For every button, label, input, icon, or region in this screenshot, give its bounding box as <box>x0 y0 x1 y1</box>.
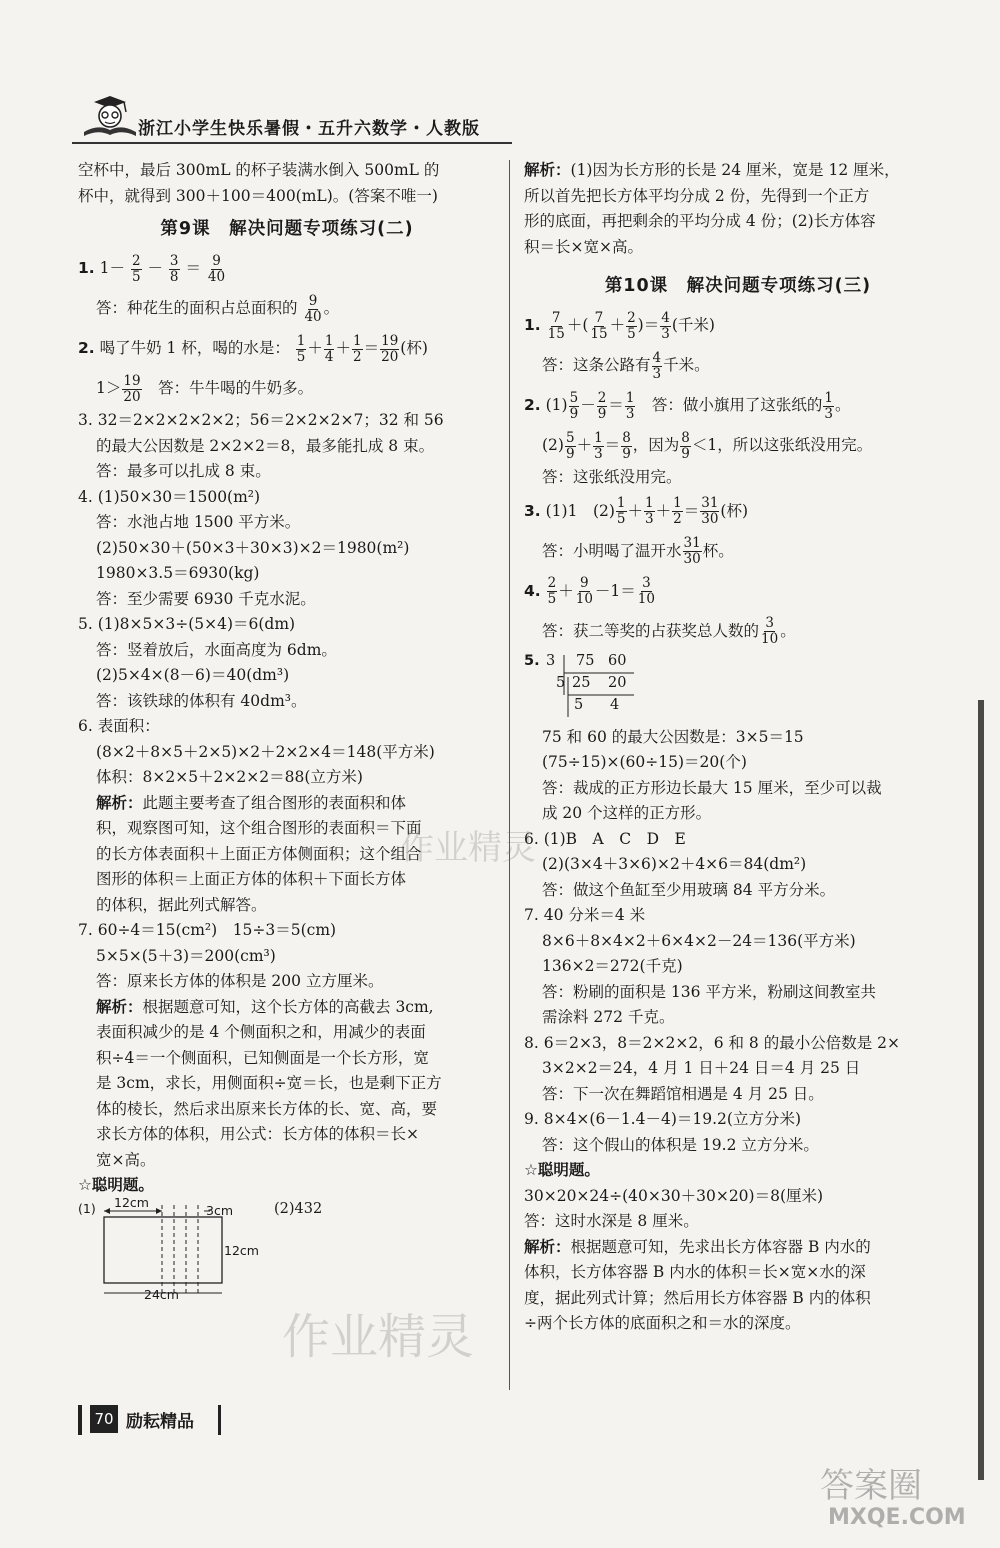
numerator: 4 <box>661 309 670 326</box>
explanation-line: 体积，长方体容器 B 内水的体积＝长×宽×水的深 <box>524 1263 866 1281</box>
denominator: 5 <box>547 591 557 607</box>
question-1: 1. $\frac{7}{15}$ ＋( $\frac{7}{15}$ ＋ $\frac{2}{5}$ )＝ $\frac{4}{3}$ (千米) <box>524 309 715 342</box>
question-4-line: 答：水池占地 1500 平方米。 <box>96 513 301 531</box>
mascot-logo-icon <box>80 94 136 138</box>
denominator: 10 <box>761 631 779 647</box>
answer-2 <box>78 368 496 408</box>
explanation-line <box>524 1235 952 1261</box>
denominator: 2 <box>673 511 682 527</box>
page-header <box>72 88 932 150</box>
question-5-line: 答：竖着放后，水面高度为 6dm。 <box>96 640 337 659</box>
question-4-line: 1980×3.5＝6930(kg) <box>96 564 260 582</box>
numerator: 5 <box>569 389 579 406</box>
fraction <box>621 431 632 462</box>
explanation-line: 宽×高。 <box>96 1150 156 1169</box>
answer-end: 。 <box>323 299 340 317</box>
fraction <box>303 294 322 325</box>
explanation-line: 的长方体表面积＋上面正方体侧面积；这个组合 <box>96 844 422 863</box>
numerator: 1 <box>324 332 334 349</box>
quotient: 25 <box>572 674 591 691</box>
answer-text: 答：牛牛喝的牛奶多。 <box>142 379 314 397</box>
column-divider <box>509 160 510 1390</box>
footer-bar <box>78 1405 82 1435</box>
lesson-9-title: 第9课 解决问题专项练习(二) <box>160 219 414 239</box>
short-division-table <box>524 651 952 725</box>
numerator: 9 <box>308 292 318 309</box>
question-6-line: 6. 表面积： <box>78 717 160 735</box>
numerator: 9 <box>580 575 589 591</box>
numerator: 2 <box>131 252 141 269</box>
numerator: 3 <box>765 615 774 631</box>
header-rule <box>72 142 512 144</box>
question-7-line: 8×6＋8×4×2＋6×4×2－24＝136(平方米) <box>542 931 856 950</box>
question-6-line: (2)(3×4＋3×6)×2＋4×6＝84(dm²) <box>542 855 807 873</box>
explanation-label: 解析： <box>96 793 143 812</box>
part-label: (1)1 (2) <box>545 501 615 520</box>
answer-text: 答：做小旗用了这张纸的 <box>636 396 823 414</box>
explanation-line: 表面积减少的是 4 个侧面积之和，用减少的表面 <box>96 1023 426 1041</box>
answer-text: 答：小明喝了温开水 <box>542 541 682 560</box>
numerator: 3 <box>169 252 179 269</box>
numerator: 8 <box>622 429 631 446</box>
denominator: 3 <box>594 445 603 462</box>
left-column <box>78 158 496 1309</box>
fraction <box>131 254 142 285</box>
explanation-label: 解析： <box>524 1237 571 1256</box>
part-label: (1) <box>545 396 568 414</box>
width-label: 12cm <box>114 1194 149 1210</box>
fraction <box>760 616 779 647</box>
numerator: 2 <box>547 575 557 591</box>
dividend: 60 <box>608 652 627 669</box>
quotient: 20 <box>608 674 627 691</box>
explanation-line <box>524 158 952 184</box>
question-5-line: (2)5×4×(8－6)＝40(dm³) <box>96 666 290 684</box>
question-number: 1. <box>78 259 95 277</box>
question-4: 4. $\frac{2}{5}$ ＋ $\frac{9}{10}$ －1＝ $\frac{3}{10}$ <box>524 575 655 607</box>
numerator: 31 <box>683 535 701 551</box>
question-6-line: 6. (1)B A C D E <box>524 829 686 848</box>
question-5-line: (75÷15)×(60÷15)＝20(个) <box>542 753 747 771</box>
numerator: 1 <box>824 389 834 406</box>
explanation-line: ÷两个长方体的底面积之和＝水的深度。 <box>524 1314 801 1332</box>
fraction <box>823 391 834 422</box>
explanation-line: 图形的体积＝上面正方体的体积＋下面长方体 <box>96 870 407 888</box>
answer-text: 答：获二等奖的占获奖总人数的 <box>542 621 760 640</box>
denominator: 9 <box>597 405 607 422</box>
expr-text: 1＞ <box>96 379 122 397</box>
fraction <box>352 334 363 365</box>
denominator: 3 <box>661 325 670 342</box>
question-3-line: 3. 32＝2×2×2×2×2；56＝2×2×2×7；32 和 56 <box>78 411 444 429</box>
denominator: 3 <box>824 405 834 422</box>
smart-line: 30×20×24÷(40×30＋30×20)＝8(厘米) <box>524 1186 824 1205</box>
question-4-line: 4. (1)50×30＝1500(m²) <box>78 487 261 506</box>
explanation-line: 体的棱长，然后求出原来长方体的长、宽、高，要 <box>96 1099 438 1118</box>
explanation-line <box>78 995 496 1021</box>
denominator: 20 <box>123 388 141 405</box>
fraction <box>683 536 702 567</box>
fraction <box>652 351 663 382</box>
question-number: 2. <box>78 339 95 357</box>
watermark-logo: 答案圈 <box>820 1466 922 1506</box>
dividend: 75 <box>576 652 595 669</box>
length-label: 24cm <box>144 1286 179 1302</box>
question-6-line: (8×2＋8×5＋2×5)×2＋2×2×4＝148(平方米) <box>96 742 435 761</box>
intro-line: 空杯中，最后 300mL 的杯子装满水倒入 500mL 的 <box>78 161 440 179</box>
denominator: 30 <box>683 551 701 567</box>
explanation-text: (1)因为长方形的长是 24 厘米，宽是 12 厘米， <box>570 161 900 179</box>
denominator: 40 <box>304 308 322 325</box>
numerator: 7 <box>594 309 604 326</box>
question-7-line: 7. 40 分米＝4 米 <box>524 906 646 924</box>
question-5-line: 75 和 60 的最大公因数是：3×5＝15 <box>542 727 804 746</box>
denominator: 15 <box>590 325 608 342</box>
fraction <box>324 334 335 365</box>
question-8-line: 3×2×2＝24，4 月 1 日＋24 日＝4 月 25 日 <box>542 1059 861 1077</box>
numerator: 1 <box>625 389 635 406</box>
answer-text: 答：这条公路有 <box>542 356 651 374</box>
divisor: 3 <box>546 652 556 669</box>
question-2: 2. 喝了牛奶 1 杯，喝的水是： $\frac{1}{5}$ ＋ $\frac{1}{4}$ ＋ $\frac{1}{2}$ ＝ $\frac{19}{20}$ (杯) <box>78 332 428 365</box>
denominator: 10 <box>637 591 655 607</box>
lesson-10-title: 第10课 解决问题专项练习(三) <box>604 276 872 296</box>
fraction <box>672 496 683 527</box>
smart-question-heading: ☆聪明题。 <box>78 1176 154 1194</box>
numerator: 1 <box>353 332 362 349</box>
denominator: 3 <box>625 405 635 422</box>
answer-end: 。 <box>835 396 851 414</box>
denominator: 40 <box>207 268 226 285</box>
fraction <box>122 374 141 405</box>
part-2-answer: (2)432 <box>274 1200 323 1217</box>
numerator: 5 <box>565 429 575 446</box>
numerator: 1 <box>296 332 306 349</box>
fraction <box>616 496 627 527</box>
question-7-line: 需涂料 272 千克。 <box>542 1008 675 1026</box>
explanation-text: 根据题意可知，这个长方体的高截去 3cm, <box>142 997 434 1016</box>
answer-1 <box>78 288 496 328</box>
height-label: 12cm <box>224 1242 259 1258</box>
quotient: 4 <box>610 696 620 713</box>
intro-line: 杯中，就得到 300＋100＝400(mL)。(答案不唯一) <box>78 186 438 205</box>
explanation-text: 根据题意可知，先求出长方体容器 B 内水的 <box>570 1237 871 1256</box>
explanation-line <box>78 791 496 817</box>
answer-2: 答：这张纸没用完。 <box>542 468 682 486</box>
explanation-line: 是 3cm，求长，用侧面积÷宽＝长，也是剩下正方 <box>96 1074 442 1092</box>
numerator: 2 <box>597 389 607 406</box>
numerator: 7 <box>551 309 561 326</box>
smart-line: 答：这时水深是 8 厘米。 <box>524 1212 699 1230</box>
denominator: 10 <box>575 591 593 607</box>
part-label: (1) <box>78 1200 96 1216</box>
fraction <box>547 311 566 342</box>
question-6-line: 答：做这个鱼缸至少用玻璃 84 平方分米。 <box>542 880 836 899</box>
fraction <box>565 431 576 462</box>
divisor: 5 <box>556 674 566 691</box>
unit: (杯) <box>720 501 749 520</box>
right-column <box>524 158 952 1337</box>
explanation-line: 所以首先把长方体平均分成 2 份，先得到一个正方 <box>524 186 870 205</box>
denominator: 9 <box>681 445 690 462</box>
answer-end: 千米。 <box>663 356 710 374</box>
numerator: 31 <box>701 495 719 511</box>
answer-4 <box>524 611 952 651</box>
question-7-line: 5×5×(5＋3)＝200(cm³) <box>96 946 276 965</box>
fraction <box>637 576 656 607</box>
numerator: 4 <box>652 349 662 366</box>
fraction <box>547 576 558 607</box>
watermark: 作业精灵 <box>400 828 536 868</box>
question-2a: 2. (1) $\frac{5}{9}$ － $\frac{2}{9}$ ＝ $\frac{1}{3}$ 答：做小旗用了这张纸的 $\frac{1}{3}$ 。 <box>524 389 851 422</box>
question-1 <box>78 248 496 288</box>
numerator: 1 <box>616 495 626 511</box>
explanation-line: 积＝长×宽×高。 <box>524 237 643 256</box>
numerator: 19 <box>123 372 141 389</box>
unit: (杯) <box>400 339 428 357</box>
denominator: 9 <box>565 445 575 462</box>
answer-end: 杯。 <box>702 541 734 560</box>
denominator: 15 <box>547 325 565 342</box>
expr-text: － <box>147 259 163 277</box>
unit: (千米) <box>671 316 715 334</box>
part-label: (2) <box>542 436 564 454</box>
division-lines <box>524 651 644 721</box>
numerator: 1 <box>594 429 603 446</box>
footer-brand: 励耘精品 <box>126 1412 194 1432</box>
question-7-line: 136×2＝272(千克) <box>542 957 683 975</box>
fraction <box>575 576 594 607</box>
numerator: 9 <box>212 252 221 269</box>
fraction <box>569 391 580 422</box>
expr-text: 喝了牛奶 1 杯，喝的水是： <box>99 339 290 357</box>
numerator: 19 <box>381 332 399 349</box>
denominator: 9 <box>622 445 631 462</box>
question-7-line: 答：原来长方体的体积是 200 立方厘米。 <box>96 972 384 990</box>
answer-3 <box>524 531 952 571</box>
question-number: 5. <box>524 652 540 669</box>
answer-1 <box>524 345 952 385</box>
question-number: 1. <box>524 316 541 334</box>
question-number: 2. <box>524 396 541 414</box>
question-7-line: 答：粉刷的面积是 136 平方米，粉刷这间教室共 <box>542 982 876 1001</box>
explanation-line: 积，观察图可知，这个组合图形的表面积＝下面 <box>96 819 422 837</box>
explanation-line: 的体积，据此列式解答。 <box>96 895 267 914</box>
header-title: 浙江小学生快乐暑假・五升六数学・人教版 <box>138 119 480 139</box>
question-number: 4. <box>524 581 541 600</box>
denominator: 4 <box>324 348 334 365</box>
question-3-line: 的最大公因数是 2×2×2＝8，最多能扎成 8 束。 <box>96 436 435 455</box>
denominator: 3 <box>645 511 654 527</box>
smart-question-heading: ☆聪明题。 <box>524 1161 600 1179</box>
numerator: 8 <box>681 429 690 446</box>
page-number: 70 <box>90 1405 118 1433</box>
denominator: 5 <box>296 348 306 365</box>
fraction <box>593 431 604 462</box>
question-5-line: 答：该铁球的体积有 40dm³。 <box>96 691 307 710</box>
strip-label: 3cm <box>206 1202 234 1218</box>
denominator: 5 <box>616 511 626 527</box>
explanation-label: 解析： <box>524 161 571 179</box>
fraction <box>589 311 608 342</box>
answer-text: 答：种花生的面积占总面积的 <box>96 299 298 317</box>
expr-text: ＝ <box>185 259 201 277</box>
explanation-label: 解析： <box>96 997 143 1016</box>
fraction <box>625 391 636 422</box>
fraction <box>626 311 637 342</box>
question-number: 3. <box>524 501 541 520</box>
explanation-line: 度，据此列式计算；然后用长方体容器 B 内的体积 <box>524 1288 871 1307</box>
denominator: 20 <box>381 348 399 365</box>
fraction <box>644 496 655 527</box>
watermark: 作业精灵 <box>282 1309 475 1365</box>
fraction <box>597 391 608 422</box>
question-8-line: 答：下一次在舞蹈馆相遇是 4 月 25 日。 <box>542 1084 824 1103</box>
denominator: 9 <box>569 405 579 422</box>
numerator: 2 <box>627 309 636 326</box>
page-edge-shadow <box>978 700 984 1480</box>
explanation-line: 积÷4＝一个侧面积，已知侧面是一个长方形，宽 <box>96 1048 429 1067</box>
question-4-line: (2)50×30＋(50×3＋30×3)×2＝1980(m²) <box>96 538 410 557</box>
question-5-line: 成 20 个这样的正方形。 <box>542 804 712 822</box>
question-3-line: 答：最多可以扎成 8 束。 <box>96 462 271 480</box>
question-5-line: 5. (1)8×5×3÷(5×4)＝6(dm) <box>78 615 296 633</box>
denominator: 3 <box>652 365 662 382</box>
explanation-text: 此题主要考查了组合图形的表面积和体 <box>142 793 407 812</box>
expr-text: ，因为 <box>632 436 680 454</box>
quotient: 5 <box>574 696 584 713</box>
answer-end: 。 <box>780 621 796 640</box>
fraction <box>380 334 399 365</box>
question-4-line: 答：至少需要 6930 千克水泥。 <box>96 589 316 608</box>
fraction <box>169 254 180 285</box>
question-8-line: 8. 6＝2×3，8＝2×2×2，6 和 8 的最小公倍数是 2× <box>524 1033 900 1052</box>
numerator: 3 <box>642 575 651 591</box>
denominator: 2 <box>353 348 362 365</box>
fraction <box>296 334 307 365</box>
question-9-line: 9. 8×4×(6－1.4－4)＝19.2(立方分米) <box>524 1110 801 1128</box>
numerator: 1 <box>645 495 654 511</box>
denominator: 5 <box>131 268 141 285</box>
explanation-line: 求长方体的体积，用公式：长方体的体积＝长× <box>96 1125 419 1143</box>
question-5-line: 答：裁成的正方形边长最大 15 厘米，至少可以裁 <box>542 778 882 797</box>
fraction <box>207 254 226 285</box>
explanation-line: 形的底面，再把剩余的平均分成 4 份；(2)长方体容 <box>524 212 876 230</box>
question-2b: (2) $\frac{5}{9}$ ＋ $\frac{1}{3}$ ＝ $\frac{8}{9}$ ，因为 $\frac{8}{9}$ ＜1，所以这张纸没用完。 <box>542 429 873 462</box>
question-3: 3. (1)1 (2) $\frac{1}{5}$ ＋ $\frac{1}{3}$ ＋ $\frac{1}{2}$ ＝ $\frac{31}{30}$ (杯) <box>524 495 749 527</box>
question-9-line: 答：这个假山的体积是 19.2 立方分米。 <box>542 1135 819 1154</box>
expr-text: ＜1，所以这张纸没用完。 <box>691 436 873 454</box>
denominator: 30 <box>701 511 719 527</box>
denominator: 8 <box>169 268 179 285</box>
question-6-line: 体积：8×2×5＋2×2×2＝88(立方米) <box>96 768 363 786</box>
numerator: 1 <box>673 495 682 511</box>
fraction <box>680 431 691 462</box>
rectangle-diagram <box>78 1194 496 1309</box>
denominator: 5 <box>627 325 636 342</box>
fraction <box>700 496 719 527</box>
question-7-line: 7. 60÷4＝15(cm²) 15÷3＝5(cm) <box>78 921 337 939</box>
fraction <box>660 311 671 342</box>
footer-bar <box>218 1405 221 1435</box>
expr-text: 1－ <box>99 259 125 277</box>
watermark-url: MXQE.COM <box>828 1505 966 1530</box>
